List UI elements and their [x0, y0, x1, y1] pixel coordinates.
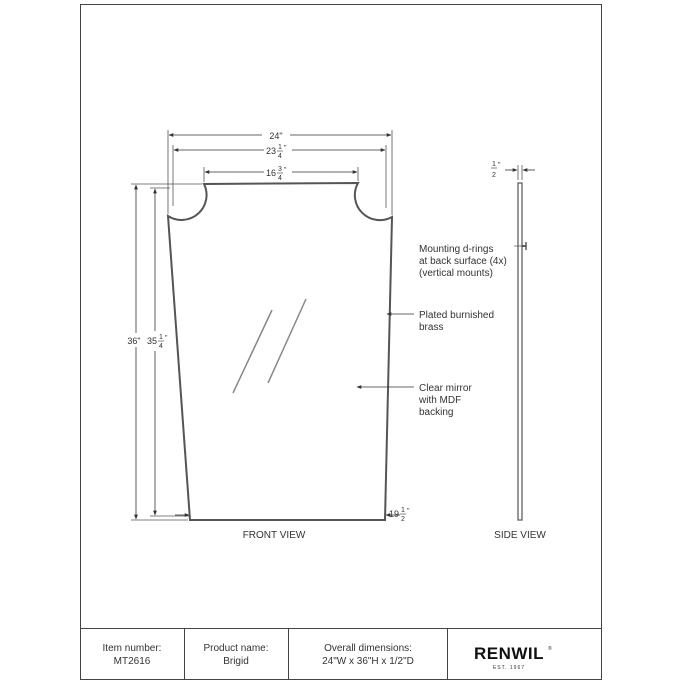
mounting-callout-line2: at back surface (4x) [419, 256, 507, 267]
mid-width-numerator: 1 [278, 144, 282, 151]
mirror-callout-line2: with MDF [419, 395, 462, 406]
mounting-callout-line3: (vertical mounts) [419, 268, 493, 279]
product-name-label: Product name: [203, 643, 269, 654]
inner-height-inch: " [165, 335, 168, 342]
mirror-callout-line3: backing [419, 407, 454, 418]
inner-height-whole: 35 [146, 336, 157, 346]
bottom-width-numerator: 1 [401, 507, 405, 514]
product-name-value: Brigid [223, 656, 249, 667]
inner-width-whole: 16 [265, 168, 276, 178]
mounting-callout-line1: Mounting d-rings [419, 244, 494, 255]
finish-callout-line2: brass [419, 322, 444, 333]
brand-established: EST. 1967 [492, 665, 526, 671]
side-profile [518, 183, 522, 520]
item-number-label: Item number: [102, 643, 162, 654]
mid-width-denominator: 4 [278, 153, 282, 160]
depth-inch: " [498, 162, 501, 169]
bottom-width-denominator: 2 [401, 516, 405, 523]
mirror-outline [168, 183, 392, 520]
item-number-value: MT2616 [113, 656, 151, 667]
finish-callout-line1: Plated burnished [419, 310, 495, 321]
inner-height-numerator: 1 [159, 334, 163, 341]
side-view-label: SIDE VIEW [494, 530, 546, 541]
overall-dimensions-label: Overall dimensions: [324, 643, 412, 654]
front-view-label: FRONT VIEW [242, 530, 306, 541]
depth-numerator: 1 [492, 161, 496, 168]
mid-width-inch: " [284, 145, 287, 152]
brand-logo: RENWIL [473, 644, 545, 663]
inner-height-denominator: 4 [159, 343, 163, 350]
reflection-line [268, 299, 306, 383]
inner-width-denominator: 4 [278, 175, 282, 182]
callouts [418, 244, 507, 418]
inner-width-numerator: 3 [278, 166, 282, 173]
reflection-line [233, 310, 272, 393]
mid-width-whole: 23 [265, 146, 276, 156]
brand-registered-mark: ® [548, 646, 553, 652]
bottom-width-inch: " [407, 508, 410, 515]
bottom-width-whole: 19 [389, 509, 400, 519]
height-label: 36" [127, 336, 141, 346]
title-block [81, 629, 602, 680]
inner-width-inch: " [284, 167, 287, 174]
side-view [491, 161, 546, 541]
overall-dimensions-value: 24"W x 36"H x 1/2"D [322, 656, 414, 667]
mirror-callout-line1: Clear mirror [419, 383, 472, 394]
width-label: 24" [269, 131, 283, 141]
front-view [124, 127, 414, 541]
depth-denominator: 2 [492, 172, 496, 179]
